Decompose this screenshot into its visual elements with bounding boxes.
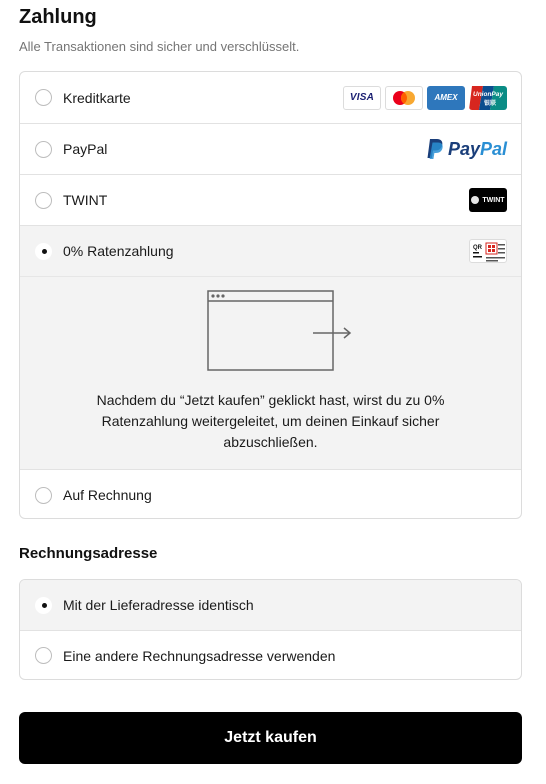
billing-address-group (19, 579, 522, 680)
paypal-label: PayPal (63, 141, 108, 157)
twint-mark-icon (471, 196, 479, 204)
installment-redirect-panel (20, 276, 521, 469)
invoice-label: Auf Rechnung (63, 487, 152, 503)
credit-card-label: Kreditkarte (63, 89, 131, 106)
mastercard-icon (385, 86, 423, 110)
billing-option-same[interactable] (20, 580, 521, 630)
page-title: Zahlung (19, 6, 97, 28)
billing-address-title: Rechnungsadresse (19, 545, 158, 562)
billing-same-radio[interactable] (35, 597, 52, 614)
paypal-p-icon (426, 138, 444, 160)
visa-icon: VISA (343, 86, 381, 110)
paypal-pay-text: Pay (447, 138, 480, 159)
payment-option-installment[interactable] (20, 225, 521, 276)
installment-label: 0% Ratenzahlung (63, 243, 174, 259)
paypal-radio[interactable] (35, 141, 52, 158)
payment-option-invoice[interactable] (20, 469, 521, 519)
billing-option-different[interactable] (20, 630, 521, 680)
page-subtitle: Alle Transaktionen sind sicher und verschlüsselt. (19, 39, 300, 54)
invoice-radio[interactable] (35, 487, 52, 504)
billing-different-radio[interactable] (35, 647, 52, 664)
qr-invoice-icon (469, 239, 507, 263)
unionpay-bottom-text: 银联 (483, 99, 497, 107)
unionpay-top-text: UnionPay (473, 90, 503, 98)
billing-same-label: Mit der Lieferadresse identisch (63, 597, 254, 613)
paypal-logo (426, 138, 507, 160)
credit-card-radio[interactable] (35, 89, 52, 106)
twint-label: TWINT (63, 192, 108, 208)
billing-different-label: Eine andere Rechnungsadresse verwenden (63, 647, 336, 664)
twint-radio[interactable] (35, 192, 52, 209)
payment-option-twint[interactable] (20, 174, 521, 225)
buy-now-button[interactable]: Jetzt kaufen (19, 712, 522, 764)
amex-icon: AMEX (427, 86, 465, 110)
unionpay-icon (469, 86, 507, 110)
payment-option-paypal[interactable] (20, 123, 521, 174)
qr-text: QR (473, 245, 482, 251)
redirect-message: Nachdem du “Jetzt kaufen” geklickt hast, wirst du zu 0% Ratenzahlung weitergeleitet, um deinen Einkauf sicher abzuschließen. (96, 392, 445, 450)
installment-radio[interactable] (35, 243, 52, 260)
paypal-pal-text: Pal (479, 138, 507, 159)
browser-redirect-icon (207, 290, 375, 372)
payment-option-credit-card[interactable] (20, 72, 521, 123)
twint-logo-text: TWINT (482, 196, 505, 204)
card-logos (343, 86, 507, 110)
payment-method-group (19, 71, 522, 519)
twint-logo (469, 188, 507, 212)
